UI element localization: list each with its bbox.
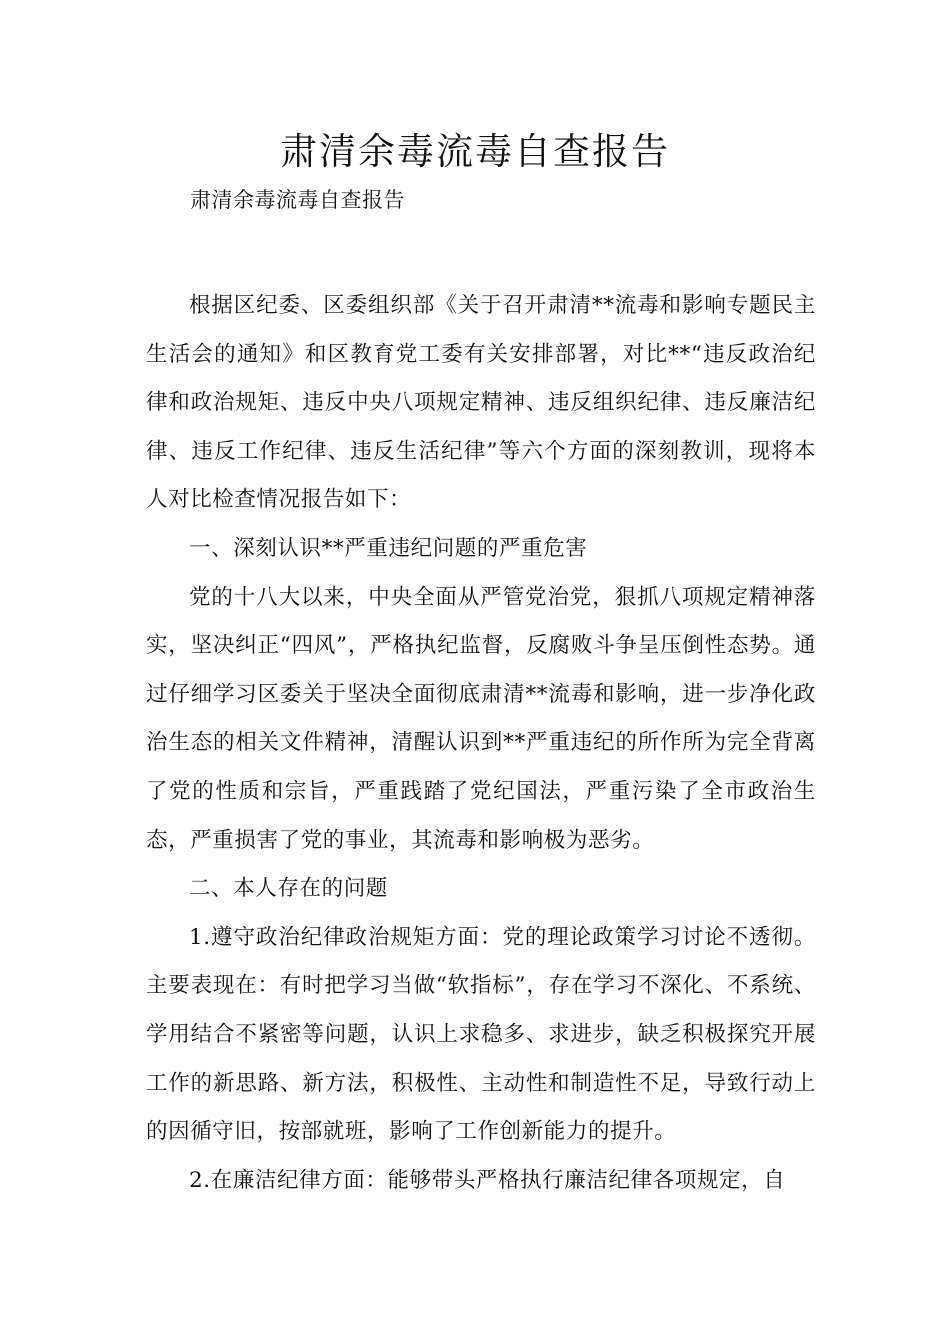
paragraph-section-1: 党的十八大以来，中央全面从严管党治党，狠抓八项规定精神落实，坚决纠正“四风”，严格执纪监督，反腐败斗争呈压倒性态势。通过仔细学习区委关于坚决全面彻底肃清**流毒和影响，进一步净化政治生态的相关文件精神，清醒认识到**严重违纪的所作所为完全背离了党的性质和宗旨，严重践踏了党纪国法，严重污染了全市政治生态，严重损害了党的事业，其流毒和影响极为恶劣。 (146, 584, 816, 853)
document-subtitle: 肃清余毒流毒自查报告 (190, 188, 405, 212)
paragraph-item-1: 1.遵守政治纪律政治规矩方面：党的理论政策学习讨论不透彻。主要表现在：有时把学习当做“软指标”，存在学习不深化、不系统、学用结合不紧密等问题，认识上求稳多、求进步，缺乏积极探究开展工作的新思路、新方法，积极性、主动性和制造性不足，导致行动上的因循守旧，按部就班，影响了工作创新能力的提升。 (146, 924, 816, 1145)
section-heading-1: 一、深刻认识**严重违纪问题的严重危害 (189, 535, 588, 561)
section-heading-2: 二、本人存在的问题 (189, 876, 388, 902)
document-title: 肃清余毒流毒自查报告 (280, 130, 670, 173)
document-body (146, 282, 816, 1205)
paragraph-intro: 根据区纪委、区委组织部《关于召开肃清**流毒和影响专题民主生活会的通知》和区教育党工委有关安排部署，对比**“违反政治纪律和政治规矩、违反中央八项规定精神、违反组织纪律、违反廉洁纪律、违反工作纪律、违反生活纪律”等六个方面的深刻教训，现将本人对比检查情况报告如下： (146, 293, 816, 513)
paragraph-item-2: 2.在廉洁纪律方面：能够带头严格执行廉洁纪律各项规定，自 (189, 1167, 786, 1193)
